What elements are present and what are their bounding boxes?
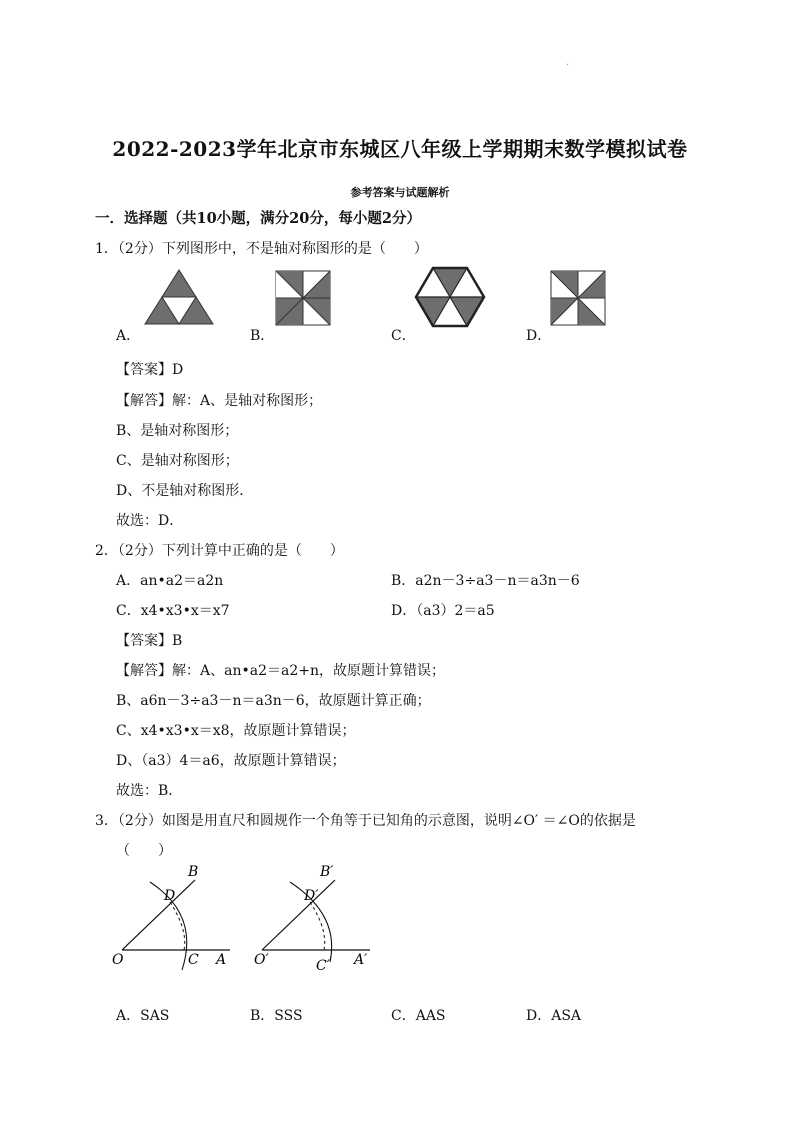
q2-option-b: B．a2n－3÷a3－n＝a3n－6 [391, 573, 580, 589]
section-heading: 一．选择题（共10小题，满分20分，每小题2分） [95, 210, 421, 227]
q3-label-b: B [188, 864, 199, 880]
q3-label-a-prime: A′ [354, 952, 368, 968]
q2-solution-line: 故选：B． [116, 783, 183, 799]
page-subtitle: 参考答案与试题解析 [350, 186, 450, 199]
q3-figure-constructed [250, 860, 390, 975]
q3-label-o-prime: O′ [254, 952, 269, 968]
q2-solution-line: D、（a3）4＝a6，故原题计算错误； [116, 753, 346, 769]
q3-label-a: A [216, 952, 227, 968]
q1-figure-d [550, 270, 606, 326]
q2-option-a: A．an•a2＝a2n [116, 573, 224, 589]
q1-answer: 【答案】D [116, 362, 184, 378]
page-title: 2022-2023学年北京市东城区八年级上学期期末数学模拟试卷 [112, 137, 688, 161]
q3-label-c-prime: C′ [316, 958, 330, 974]
q3-option-c: C．AAS [391, 1008, 446, 1024]
q3-option-a: A．SAS [116, 1008, 170, 1024]
q1-figure-a [143, 268, 215, 328]
q1-solution-line: 故选：D． [116, 513, 184, 529]
q1-option-c: C． [391, 328, 416, 344]
q1-option-d: D． [526, 328, 552, 344]
q1-solution-line: 【解答】解：A、是轴对称图形； [116, 393, 323, 409]
q2-solution-line: 【解答】解：A、an•a2＝a2+n，故原题计算错误； [116, 663, 445, 679]
q1-figure-c [415, 266, 485, 328]
q3-label-d: D [164, 888, 176, 904]
q2-option-c: C．x4•x3•x＝x7 [116, 603, 230, 619]
q2-solution-line: C、x4•x3•x＝x8，故原题计算错误； [116, 723, 356, 739]
q1-solution-line: D、不是轴对称图形． [116, 483, 254, 499]
q3-stem-paren: （ ） [116, 843, 172, 859]
q1-solution-line: B、是轴对称图形； [116, 423, 239, 439]
q2-answer: 【答案】B [116, 633, 183, 649]
q2-solution-line: B、a6n－3÷a3－n＝a3n－6，故原题计算正确； [116, 693, 431, 709]
q3-figure-original [110, 860, 250, 975]
q2-option-d: D．（a3）2＝a5 [391, 603, 495, 619]
q1-option-b: B． [250, 328, 275, 344]
q3-option-d: D．ASA [526, 1008, 582, 1024]
q2-stem: 2．（2分）下列计算中正确的是（ ） [95, 543, 344, 559]
q3-stem: 3．（2分）如图是用直尺和圆规作一个角等于已知角的示意图，说明∠O′ ＝∠O的依据是 [95, 813, 636, 829]
q3-label-b-prime: B′ [320, 864, 334, 880]
corner-mark: · [566, 60, 570, 71]
q1-figure-b [275, 270, 331, 326]
q3-option-b: B．SSS [250, 1008, 303, 1024]
q1-solution-line: C、是轴对称图形； [116, 453, 239, 469]
q1-stem: 1．（2分）下列图形中，不是轴对称图形的是（ ） [95, 241, 428, 257]
q3-label-c: C [188, 952, 199, 968]
q3-label-d-prime: D′ [304, 888, 319, 904]
q1-option-a: A． [116, 328, 141, 344]
q3-label-o: O [112, 952, 124, 968]
